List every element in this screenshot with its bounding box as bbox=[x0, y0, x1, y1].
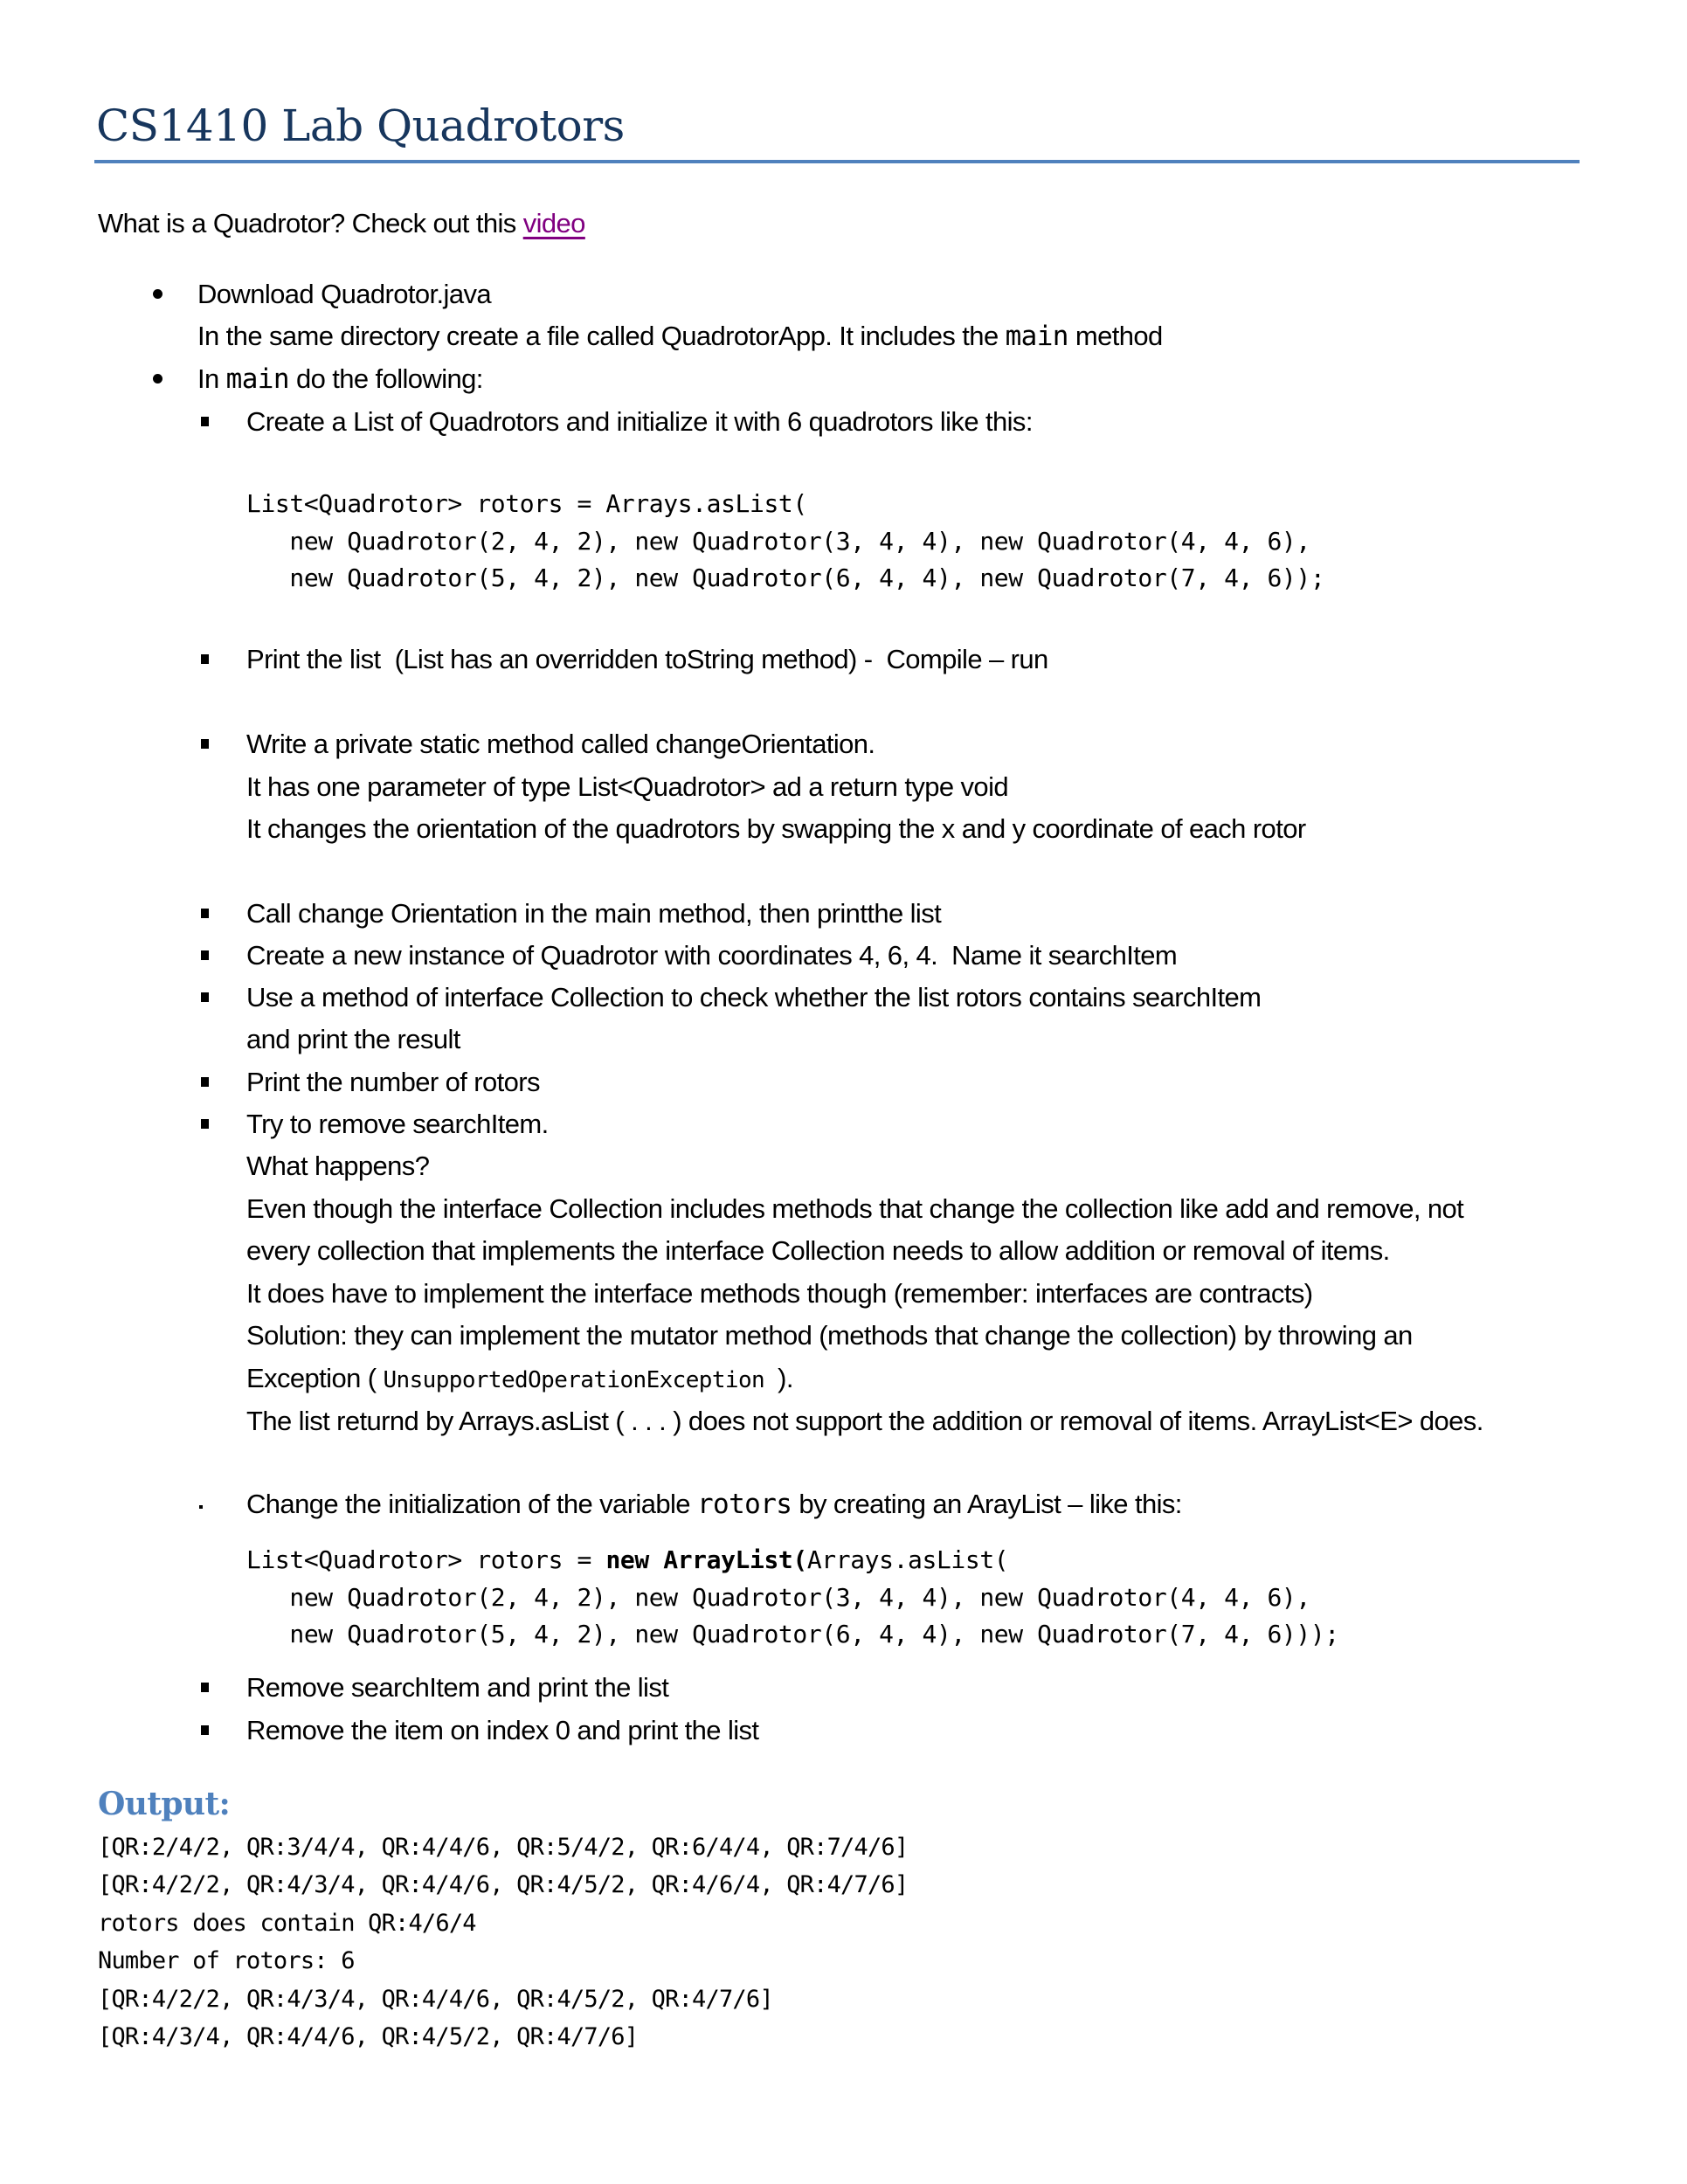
square-bullet-icon bbox=[201, 417, 209, 426]
square-bullet-icon bbox=[201, 909, 209, 918]
dot-bullet-icon bbox=[199, 1505, 203, 1509]
code-line: List<Quadrotor> rotors = Arrays.asList( bbox=[246, 489, 807, 518]
square-bullet-icon bbox=[201, 1725, 209, 1735]
step-in-main-post: do the following: bbox=[288, 363, 483, 394]
output-line: [QR:2/4/2, QR:3/4/4, QR:4/4/6, QR:5/4/2, QR:6/4/4, QR:7/4/6] bbox=[98, 1834, 909, 1861]
inline-code-rotors: rotors bbox=[696, 1489, 792, 1520]
inline-code-main: main bbox=[1005, 321, 1068, 352]
explanation-line: It does have to implement the interface methods though (remember: interfaces are contracts) bbox=[246, 1278, 1313, 1309]
change-orientation-detail: It changes the orientation of the quadrotors by swapping the x and y coordinate of each rotor bbox=[246, 813, 1306, 844]
change-init-post: by creating an ArayList – like this: bbox=[792, 1489, 1182, 1519]
output-line: [QR:4/3/4, QR:4/4/6, QR:4/5/2, QR:4/7/6] bbox=[98, 2023, 639, 2050]
sub-item-change-orientation: Write a private static method called changeOrientation. bbox=[246, 729, 875, 759]
explanation-line: The list returnd by Arrays.asList ( . . . ) does not support the addition or removal of items. ArrayList<E> does. bbox=[246, 1406, 1483, 1436]
explanation-line: Even though the interface Collection includes methods that change the collection like add and remove, not bbox=[246, 1193, 1464, 1224]
explanation-line: What happens? bbox=[246, 1151, 430, 1181]
output-line: rotors does contain QR:4/6/4 bbox=[98, 1910, 476, 1937]
inline-code-main: main bbox=[225, 363, 289, 395]
sub-item-search-item: Create a new instance of Quadrotor with coordinates 4, 6, 4. Name it searchItem bbox=[246, 940, 1178, 971]
intro-text: What is a Quadrotor? Check out this bbox=[98, 208, 523, 238]
sub-item-try-remove: Try to remove searchItem. bbox=[246, 1109, 549, 1139]
sub-item-change-init bbox=[246, 1487, 1182, 1522]
code-line: new Quadrotor(2, 4, 2), new Quadrotor(3, 4, 4), new Quadrotor(4, 4, 6), bbox=[246, 1583, 1310, 1612]
output-line: [QR:4/2/2, QR:4/3/4, QR:4/4/6, QR:4/5/2, QR:4/7/6] bbox=[98, 1986, 773, 2013]
inline-code-exception: UnsupportedOperationException bbox=[383, 1367, 778, 1393]
change-orientation-detail: It has one parameter of type List<Quadrotor> ad a return type void bbox=[246, 771, 1008, 802]
sub-item-contains-cont: and print the result bbox=[246, 1024, 460, 1054]
step-create-app bbox=[197, 319, 1163, 354]
code-line bbox=[246, 1543, 1008, 1578]
sub-item-print-list: Print the list (List has an overridden toString method) - Compile – run bbox=[246, 644, 1048, 674]
code-fragment-bold: new ArrayList( bbox=[605, 1545, 807, 1574]
code-line: new Quadrotor(5, 4, 2), new Quadrotor(6, 4, 4), new Quadrotor(7, 4, 6)); bbox=[246, 563, 1325, 592]
square-bullet-icon bbox=[201, 1077, 209, 1087]
code-line: new Quadrotor(5, 4, 2), new Quadrotor(6, 4, 4), new Quadrotor(7, 4, 6))); bbox=[246, 1620, 1339, 1648]
step-create-app-text: In the same directory create a file called QuadrotorApp. It includes the bbox=[197, 321, 1006, 351]
sub-item-contains: Use a method of interface Collection to check whether the list rotors contains searchItem bbox=[246, 982, 1262, 1013]
exception-pre: Exception ( bbox=[246, 1363, 384, 1393]
video-link[interactable]: video bbox=[522, 208, 585, 238]
step-download: Download Quadrotor.java bbox=[197, 279, 492, 309]
code-line: new Quadrotor(2, 4, 2), new Quadrotor(3, 4, 4), new Quadrotor(4, 4, 6), bbox=[246, 527, 1310, 556]
bullet-icon bbox=[153, 289, 162, 299]
code-fragment: List<Quadrotor> rotors = bbox=[246, 1545, 606, 1574]
step-create-app-text-end: method bbox=[1068, 321, 1163, 351]
explanation-line: every collection that implements the interface Collection needs to allow addition or removal of items. bbox=[246, 1235, 1390, 1266]
sub-item-call-change: Call change Orientation in the main method, then printthe list bbox=[246, 898, 942, 929]
sub-item-remove-index: Remove the item on index 0 and print the list bbox=[246, 1715, 759, 1745]
code-fragment: Arrays.asList( bbox=[806, 1545, 1009, 1574]
explanation-line: Solution: they can implement the mutator method (methods that change the collection) by throwing an bbox=[246, 1320, 1413, 1351]
square-bullet-icon bbox=[201, 950, 209, 960]
sub-item-create-list: Create a List of Quadrotors and initialize it with 6 quadrotors like this: bbox=[246, 406, 1033, 437]
intro-line bbox=[98, 206, 585, 241]
bullet-icon bbox=[153, 374, 162, 384]
sub-item-remove-search: Remove searchItem and print the list bbox=[246, 1672, 669, 1703]
step-in-main-pre: In bbox=[197, 363, 226, 394]
square-bullet-icon bbox=[201, 1119, 209, 1129]
square-bullet-icon bbox=[201, 1683, 209, 1692]
square-bullet-icon bbox=[201, 654, 209, 664]
explanation-exception bbox=[246, 1361, 793, 1396]
exception-post: ). bbox=[778, 1363, 793, 1393]
square-bullet-icon bbox=[201, 739, 209, 749]
step-in-main bbox=[197, 362, 483, 397]
square-bullet-icon bbox=[201, 992, 209, 1002]
output-line: Number of rotors: 6 bbox=[98, 1947, 355, 1974]
output-heading: Output: bbox=[98, 1786, 231, 1822]
sub-item-count: Print the number of rotors bbox=[246, 1067, 540, 1097]
page-title: CS1410 Lab Quadrotors bbox=[96, 100, 625, 151]
change-init-pre: Change the initialization of the variable bbox=[246, 1489, 697, 1519]
title-divider bbox=[94, 160, 1580, 163]
output-line: [QR:4/2/2, QR:4/3/4, QR:4/4/6, QR:4/5/2, QR:4/6/4, QR:4/7/6] bbox=[98, 1871, 909, 1898]
